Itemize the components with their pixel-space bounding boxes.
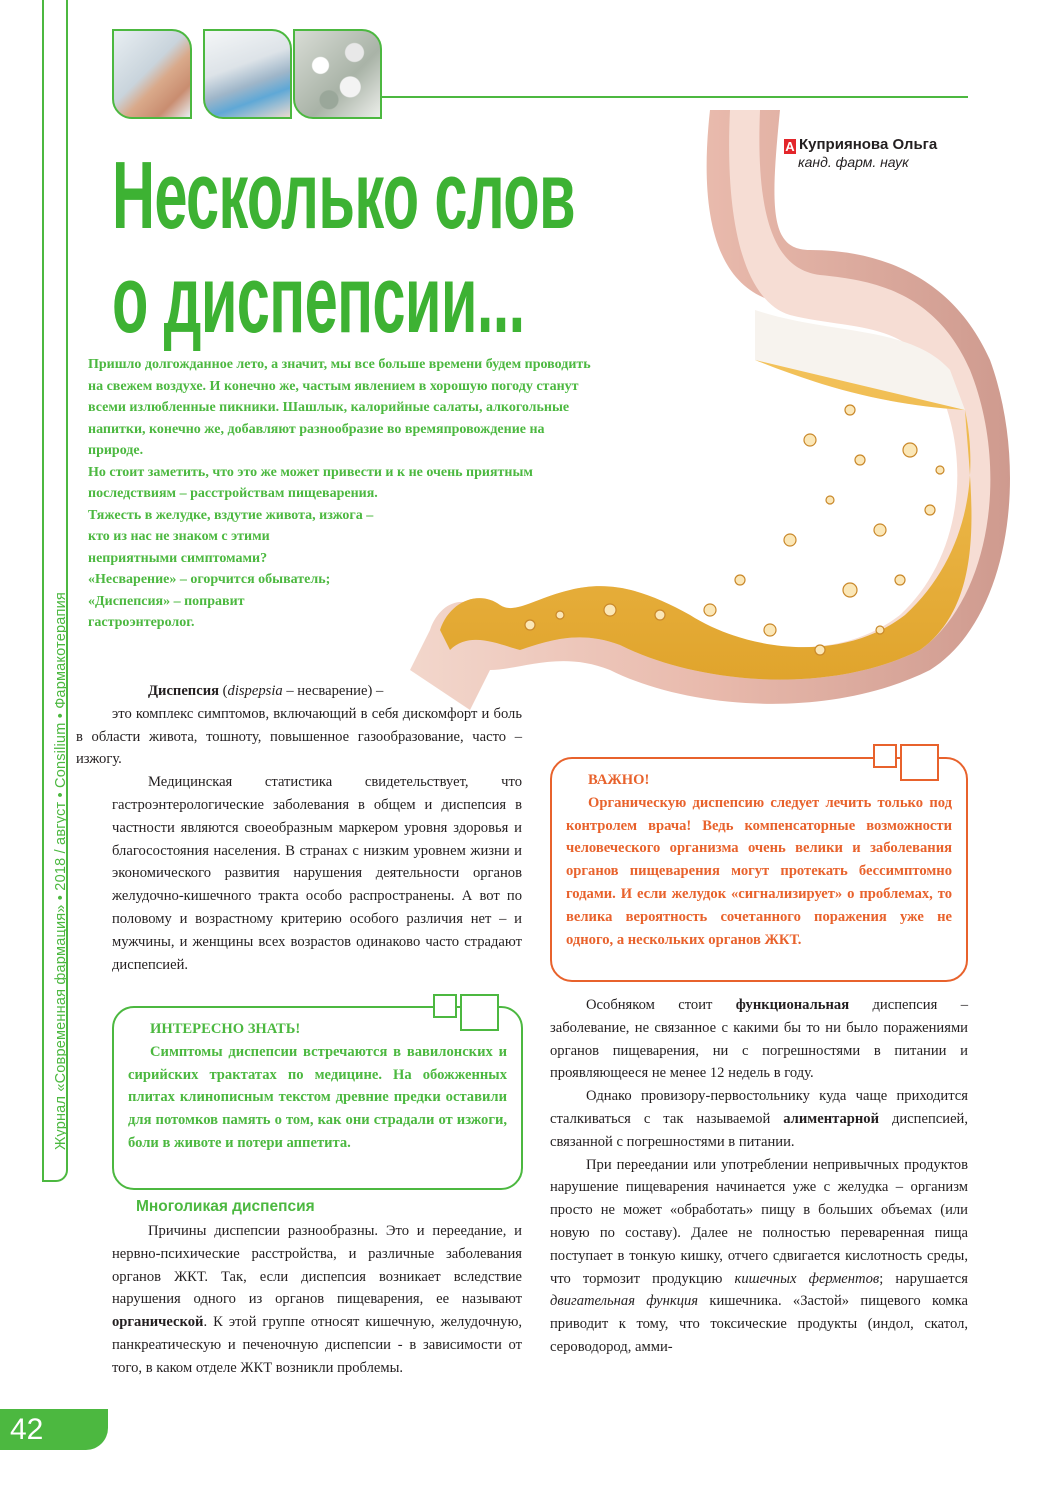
paragraph [550, 994, 968, 1085]
intro-line: природе. [88, 443, 144, 458]
text: диспепсией, связанной с погрешностями в питании. [550, 1110, 969, 1150]
paragraph [550, 1085, 968, 1153]
text: это комплекс симптомов, включающий в себя дискомфорт и боль в области живота, тошноту, повышенное газообразование, часто – изжогу. [76, 705, 522, 768]
running-head: Журнал «Современная фармация» • 2018 / август • Consilium • Фармакотерапия [53, 592, 69, 1150]
text-bold: функциональная [735, 997, 850, 1013]
box-decor-square [873, 744, 897, 768]
text-italic: двигательная функция [550, 1293, 699, 1310]
text-bold: алиментарной [783, 1110, 879, 1127]
left-column-bottom [112, 1220, 522, 1380]
text: . К этой группе относят кишечную, желудочную, панкреатическую и печеночную диспепсии - в зависимости от того, в каком отделе ЖКТ возникли проблемы. [112, 1314, 522, 1376]
box-decor-square [900, 744, 939, 781]
right-column [550, 994, 968, 1359]
text-italic: кишечных ферментов [734, 1270, 880, 1287]
intro-line: напитки, конечно же, добавляют разнообразие во времяпровождение на [88, 421, 545, 437]
header-rule [380, 96, 968, 98]
publisher-logo-icon: A [785, 139, 795, 154]
box-text: Симптомы диспепсии встречаются в вавилонских и сирийских трактатах по медицине. На обожженных плитах клинописным текстом древние предки оставили для потомков память о том, как они страдали от изжоги, боли в животе и потери аппетита. [128, 1043, 507, 1151]
intro-line: неприятными симптомами? [88, 550, 268, 566]
text: При переедании или употреблении непривычных продуктов нарушение пищеварения начинается уже с желудка – организм просто не может «обработать» пищу в больших объемах (или новую по составу). Далее не полностью переваренная пища поступает в тонкую кишку, отчего сдвигается кислотность среды, что тормозит продукцию [550, 1156, 968, 1287]
thumbnail-stomach-pain [112, 29, 192, 119]
box-text: Органическую диспепсию следует лечить только под контролем врача! Ведь компенсаторные возможности человеческого организма очень велики и заболевания органов пищеварения могут протекать бессимптомно годами. И если желудок «сигнализирует» о проблемах, то велика вероятность сочетанного поражения уже не одного, а нескольких органов ЖКТ. [566, 794, 952, 948]
left-column-top [76, 680, 522, 976]
page-number: 42 [0, 1409, 108, 1450]
article-title-line-2: о диспепсии... [112, 246, 525, 353]
text: диспепсия – заболевание, не связанное с какими бы то ни было поражениями органов пищеварения, ни с погрешностями в питании и проявляющееся не менее 12 недель в году. [550, 997, 968, 1082]
paragraph [550, 1154, 968, 1359]
text-bold: органической [112, 1314, 204, 1331]
term-bold: Диспепсия [148, 683, 220, 699]
author-degree: канд. фарм. наук [798, 154, 909, 170]
intro-line: всеми излюбленные пикники. Шашлык, калорийные салаты, алкогольные [88, 400, 570, 415]
box-heading: ВАЖНО! [588, 772, 650, 788]
article-title-line-1: Несколько слов [112, 142, 575, 249]
text: – несварение) – [282, 683, 384, 699]
text: Особняком стоит [586, 997, 736, 1013]
author-byline [784, 136, 937, 170]
text: кишечника. «Застой» пищевого комка приводит к тому, что токсические продукты (индол, скатол, сероводород, амми- [550, 1293, 968, 1355]
intro-line: последствиям – расстройствам пищеварения. [88, 486, 378, 501]
paragraph [112, 1220, 522, 1380]
paragraph: Диспепсия (dispepsia – несварение) – это комплекс симптомов, включающий в себя дискомфорт и боль в области живота, тошноту, повышенное газообразование, часто – изжогу. [112, 680, 522, 771]
intro-line: Пришло долгожданное лето, а значит, мы все больше времени будем проводить [88, 357, 591, 372]
intro-line: кто из нас не знаком с этими [88, 529, 270, 544]
text: Однако провизору-первостольнику куда чаще приходится сталкиваться с так называемой [550, 1088, 968, 1127]
important-box [550, 757, 968, 982]
intro-line: на свежем воздухе. И конечно же, частым явлением в хорошую погоду станут [88, 378, 579, 394]
box-decor-square [433, 994, 457, 1018]
author-name: Куприянова Ольга [799, 136, 938, 153]
text: ; нарушается [879, 1270, 968, 1287]
interesting-fact-box [112, 1006, 523, 1190]
thumbnail-doctor [203, 29, 292, 119]
box-heading: ИНТЕРЕСНО ЗНАТЬ! [150, 1021, 301, 1037]
section-heading: Многоликая диспепсия [136, 1198, 315, 1215]
box-decor-square [460, 994, 499, 1031]
intro-line: Но стоит заметить, что это же может привести и к не очень приятным [88, 464, 533, 480]
intro-line: Тяжесть в желудке, вздутие живота, изжога – [88, 507, 374, 523]
paragraph: Медицинская статистика свидетельствует, что гастроэнтерологические заболевания в общем и диспепсия в частности являются своеобразным маркером уровня здоровья и благосостояния населения. В странах с низким уровнем жизни и экономического развития нарушения деятельности органов желудочно-кишечного тракта особо распространены. А вот по половому и возрастному критерию особого различия нет – и мужчины, и женщины всех возрастов одинаково часто страдают диспепсией. [112, 774, 522, 973]
thumbnail-pills [293, 29, 382, 119]
intro-line: «Несварение» – огорчится обыватель; [88, 572, 331, 587]
term-latin: dispepsia [227, 683, 283, 699]
intro-line: гастроэнтеролог. [88, 615, 195, 630]
intro-line: «Диспепсия» – поправит [88, 593, 245, 609]
intro-lead [88, 354, 768, 634]
text: Причины диспепсии разнообразны. Это и переедание, и нервно-психические расстройства, и различные заболевания органов ЖКТ. Так, если диспепсия возникает вследствие нарушения одного из органов пищеварения, ее называют [112, 1223, 522, 1308]
